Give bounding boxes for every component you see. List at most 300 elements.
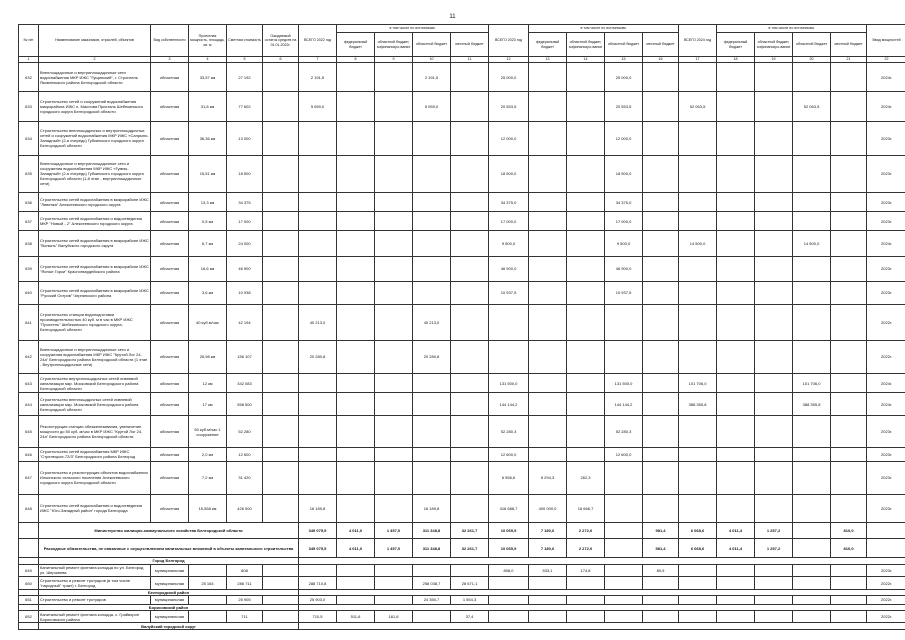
cell-rc23 — [567, 610, 605, 623]
cell-l22 — [451, 374, 489, 393]
cell-t22 — [299, 374, 337, 393]
cell-f22 — [337, 374, 375, 393]
column-number: 4 — [189, 57, 227, 63]
cell-rc22: 1 457,0 — [375, 522, 413, 539]
cell-cap: 26,98 км — [189, 340, 227, 374]
cell-f24: 4 011,4 — [717, 539, 755, 558]
cell-name: Строительство и ремонт тротуаров — [39, 596, 151, 604]
cell-t22 — [299, 447, 337, 461]
cell-rc22 — [375, 393, 413, 416]
cell-r23: 12 000,0 — [605, 121, 643, 155]
cell-f22 — [337, 495, 375, 522]
cell-rem — [263, 447, 299, 461]
cell-own: областная — [151, 121, 189, 155]
cell-f22 — [337, 231, 375, 256]
cell-f24 — [717, 121, 755, 155]
header-capacity: Проектная мощность, площадь, кв. м — [189, 25, 227, 57]
cell-rc23 — [567, 212, 605, 231]
cell-n: 652 — [19, 610, 39, 623]
cell-l22: 37,4 — [451, 610, 489, 623]
cell-f22 — [337, 461, 375, 495]
cell-r22: 258 038,7 — [413, 577, 451, 590]
cell-rc23: 174,8 — [567, 564, 605, 577]
cell-f22 — [337, 281, 375, 304]
cell-t22 — [299, 212, 337, 231]
cell-cost: 24 000 — [227, 231, 263, 256]
cell-l23 — [643, 374, 679, 393]
cell-r22: 5 059,0 — [413, 92, 451, 121]
cell-f24 — [717, 596, 755, 604]
cell-r22 — [413, 610, 451, 623]
cell-r23: 131 500,0 — [605, 374, 643, 393]
cell-l24 — [831, 281, 867, 304]
cell-t23: 10 065,9 — [489, 539, 529, 558]
cell-f23 — [529, 212, 567, 231]
cell-yr: 2024г. — [867, 63, 905, 92]
cell-l22 — [451, 193, 489, 212]
cell-l23 — [643, 63, 679, 92]
header-cost: Сметная стоимость — [227, 25, 263, 57]
cell-name: Реконструкция станции обезжелезивания, увеличение мощности до 50 куб. м/час в МКР ИЖС "Крутой Лог 24, 24а" Белгородского района Белгородской области — [39, 416, 151, 448]
cell-t24: 52 063,5 — [679, 92, 717, 121]
table-row — [19, 610, 905, 623]
cell-t22 — [299, 155, 337, 193]
cell-l23 — [643, 121, 679, 155]
cell-t24 — [679, 461, 717, 495]
cell-r23: 25 000,0 — [605, 63, 643, 92]
cell-n: 633 — [19, 92, 39, 121]
column-number: 10 — [413, 57, 451, 63]
cell-cap: 6,7 км — [189, 231, 227, 256]
cell-cost: 711 — [227, 610, 263, 623]
cell-f23: 7 180,6 — [529, 522, 567, 539]
cell-t22 — [299, 564, 337, 577]
cell-l24 — [831, 461, 867, 495]
table-row — [19, 577, 905, 590]
header-by-source-2022: в том числе по источникам: — [337, 25, 489, 33]
cell-f23 — [529, 281, 567, 304]
cell-f22 — [337, 393, 375, 416]
cell-own: областная — [151, 461, 189, 495]
cell-t22 — [299, 193, 337, 212]
cell-l23: 981,4 — [643, 522, 679, 539]
cell-f23 — [529, 193, 567, 212]
cell-l24 — [831, 193, 867, 212]
cell-rem — [263, 193, 299, 212]
cell-n: 638 — [19, 231, 39, 256]
cell-r23: 52 280,3 — [605, 416, 643, 448]
cell-r24: 52 063,5 — [793, 92, 831, 121]
cell-own: областная — [151, 340, 189, 374]
cell-t22: 40 213,0 — [299, 304, 337, 340]
cell-t23: 9 500,0 — [489, 231, 529, 256]
cell-rc24 — [755, 374, 793, 393]
cell-name: Строительство станции водоподготовки производительностью 40 куб. м в час в МКР ИЖС "Пристень" Шебекинского городского округа, Белгородской области — [39, 304, 151, 340]
cell-name: Капитальный ремонт фонтана колодца, с. Грайворон Борисовского района — [39, 610, 151, 623]
cell-rc24 — [755, 256, 793, 281]
cell-f24 — [717, 577, 755, 590]
table-row — [19, 495, 905, 522]
cell-f24 — [717, 416, 755, 448]
cell-cost: 342 083 — [227, 374, 263, 393]
cell-rc22 — [375, 340, 413, 374]
cell-rc23 — [567, 596, 605, 604]
cell-l22 — [451, 393, 489, 416]
cell-l23 — [643, 231, 679, 256]
cell-f24 — [717, 564, 755, 577]
cell-r22: 40 213,0 — [413, 304, 451, 340]
column-number: 6 — [263, 57, 299, 63]
cell-rc22 — [375, 281, 413, 304]
cell-t24 — [679, 281, 717, 304]
cell-n: 636 — [19, 193, 39, 212]
cell-l22: 1 554,3 — [451, 596, 489, 604]
group-title: Белгородский район — [39, 589, 299, 595]
cell-l22 — [451, 256, 489, 281]
cell-f24 — [717, 193, 755, 212]
cell-rc23 — [567, 281, 605, 304]
cell-f23 — [529, 92, 567, 121]
cell-cap: 36,36 км — [189, 121, 227, 155]
cell-l22: 28 671,1 — [451, 577, 489, 590]
cell-own: областная — [151, 193, 189, 212]
cell-l22 — [451, 461, 489, 495]
header-local: местный бюджет — [451, 33, 489, 57]
cell-yr: 2023г. — [867, 447, 905, 461]
cell-f22 — [337, 416, 375, 448]
cell-f24 — [717, 461, 755, 495]
cell-r22: 16 189,8 — [413, 495, 451, 522]
cell-f24 — [717, 393, 755, 416]
cell-cap: 50 куб.м/час 1 сооружение — [189, 416, 227, 448]
cell-n: 646 — [19, 447, 39, 461]
cell-t22: 25 903,0 — [299, 596, 337, 604]
cell-l23 — [643, 610, 679, 623]
cell-l24: 810,0 — [831, 522, 867, 539]
column-number: 2 — [39, 57, 151, 63]
cell-r24 — [793, 155, 831, 193]
cell-t24 — [679, 564, 717, 577]
cell-r24 — [793, 596, 831, 604]
cell-f23: 7 180,6 — [529, 539, 567, 558]
cell-t22 — [299, 231, 337, 256]
cell-rc24 — [755, 577, 793, 590]
cell-l23 — [643, 340, 679, 374]
cell-name: Внеплощадочные и внутриплощадочные сети водоснабжения МКР ИЖС "Гущинский", г. Строитель Яковлевского района Белгородской области — [39, 63, 151, 92]
cell-rc22 — [375, 564, 413, 577]
cell-l24 — [831, 92, 867, 121]
cell-l22 — [451, 155, 489, 193]
cell-t22: 20 280,8 — [299, 340, 337, 374]
cell-name: Строительство сетей водоснабжения МКР ИЖС "Стрелецкое-72/3" Белгородского района Белгород — [39, 447, 151, 461]
cell-r22 — [413, 374, 451, 393]
cell-l24 — [831, 495, 867, 522]
cell-yr: 2024г. — [867, 92, 905, 121]
cell-r23: 12 600,0 — [605, 447, 643, 461]
cell-rem — [263, 610, 299, 623]
cell-l24: 810,0 — [831, 539, 867, 558]
cell-f22 — [337, 564, 375, 577]
cell-cap — [189, 610, 227, 623]
cell-cap: 3,6 км — [189, 281, 227, 304]
cell-f23 — [529, 610, 567, 623]
cell-l23 — [643, 281, 679, 304]
cell-r22 — [413, 193, 451, 212]
cell-name: Строительство и реконструкция объектов водоснабжения Ильинского сельского поселения Алексеевского городского округа Белгородской области — [39, 461, 151, 495]
cell-yr: 2022г. — [867, 596, 905, 604]
cell-own: муниципальная — [151, 596, 189, 604]
cell-rc24 — [755, 281, 793, 304]
cell-rc23: 2 272,0 — [567, 539, 605, 558]
cell-t23: 6 556,6 — [489, 461, 529, 495]
cell-rem — [263, 281, 299, 304]
cell-f22 — [337, 340, 375, 374]
cell-cost: 13 000 — [227, 121, 263, 155]
cell-own: муниципальная — [151, 610, 189, 623]
cell-l22 — [451, 63, 489, 92]
cell-cap: 31,8 км — [189, 92, 227, 121]
cell-r23 — [605, 610, 643, 623]
cell-r22 — [413, 231, 451, 256]
cell-yr: 2023г. — [867, 495, 905, 522]
cell-t24 — [679, 447, 717, 461]
cell-rc22: 1 457,0 — [375, 539, 413, 558]
cell-l22 — [451, 212, 489, 231]
cell-l22: 32 261,7 — [451, 539, 489, 558]
cell-rc24 — [755, 155, 793, 193]
cell-cost: 46 900 — [227, 256, 263, 281]
cell-name: Строительство сетей водоснабжения и водоотведения ИЖС "Юго-Западный район" города Белгорода — [39, 495, 151, 522]
cell-r22 — [413, 256, 451, 281]
cell-l22 — [451, 416, 489, 448]
cell-rem — [263, 63, 299, 92]
cell-rem — [263, 340, 299, 374]
cell-cost: 52 280 — [227, 416, 263, 448]
cell-f24 — [717, 231, 755, 256]
cell-l22 — [451, 564, 489, 577]
cell-name: Строительство и ремонт тротуаров (в том числе "народный" тракт) г. Белгород — [39, 577, 151, 590]
cell-f22 — [337, 447, 375, 461]
cell-own: областная — [151, 447, 189, 461]
cell-rc24 — [755, 447, 793, 461]
table-row — [19, 193, 905, 212]
cell-own: областная — [151, 281, 189, 304]
cell-rem — [263, 596, 299, 604]
cell-rc23 — [567, 256, 605, 281]
cell-f23 — [529, 393, 567, 416]
column-number: 9 — [375, 57, 413, 63]
cell-l24 — [831, 596, 867, 604]
cell-name: Строительство сетей и сооружений водоснабжения микрорайона ИЖС п. Маслова Пристань Шебекинского городского округа Белгородской области — [39, 92, 151, 121]
cell-rc24 — [755, 596, 793, 604]
cell-t24 — [679, 610, 717, 623]
table-row — [19, 374, 905, 393]
cell-rc24 — [755, 212, 793, 231]
cell-own: областная — [151, 495, 189, 522]
cell-f23: 6 294,3 — [529, 461, 567, 495]
cell-n: 648 — [19, 495, 39, 522]
cell-name: Строительство сетей водоснабжения в микрорайоне ИЖС "Ливенка" Алексеевского городского округа — [39, 193, 151, 212]
cell-yr: 2022г. — [867, 577, 905, 590]
group-title: Валуйский городской округ — [39, 623, 299, 630]
group-header-row — [19, 623, 905, 630]
cell-rem — [263, 92, 299, 121]
cell-l23 — [643, 212, 679, 231]
cell-t23 — [489, 304, 529, 340]
cell-r22 — [413, 447, 451, 461]
cell-rem — [263, 577, 299, 590]
table-row — [19, 564, 905, 577]
cell-f22: 511,6 — [337, 610, 375, 623]
cell-t23: 34 375,0 — [489, 193, 529, 212]
cell-n: 650 — [19, 577, 39, 590]
cell-t23: 18 500,0 — [489, 155, 529, 193]
cell-t24: 101 706,0 — [679, 374, 717, 393]
cell-f23 — [529, 340, 567, 374]
cell-t23: 25 000,0 — [489, 63, 529, 92]
cell-rc23: 262,3 — [567, 461, 605, 495]
cell-rc23: 16 666,7 — [567, 495, 605, 522]
cell-n: 643 — [19, 374, 39, 393]
cell-rc22 — [375, 121, 413, 155]
cell-f24 — [717, 92, 755, 121]
cell-r23: 10 937,5 — [605, 281, 643, 304]
cell-r24 — [793, 539, 831, 558]
cell-l23 — [643, 193, 679, 212]
cell-rc22 — [375, 231, 413, 256]
cell-rc24: 1 257,2 — [755, 539, 793, 558]
cell-own: областная — [151, 231, 189, 256]
cell-f24 — [717, 495, 755, 522]
cell-l23: 581,4 — [643, 539, 679, 558]
cell-r23: 34 375,0 — [605, 193, 643, 212]
cell-f23 — [529, 121, 567, 155]
cell-f23 — [529, 374, 567, 393]
table-row — [19, 393, 905, 416]
cell-cost: 808 — [227, 564, 263, 577]
cell-cost: 286 711 — [227, 577, 263, 590]
cell-rc23 — [567, 92, 605, 121]
cell-n: 644 — [19, 393, 39, 416]
cell-yr: 2022г. — [867, 304, 905, 340]
cell-t22 — [299, 121, 337, 155]
header-regional: областной бюджет — [793, 33, 831, 57]
cell-rc24 — [755, 416, 793, 448]
cell-f23 — [529, 416, 567, 448]
cell-cap: 0,5 км — [189, 212, 227, 231]
cell-r23: 17 000,0 — [605, 212, 643, 231]
cell-r23 — [605, 522, 643, 539]
cell-rc22 — [375, 447, 413, 461]
cell-l22 — [451, 281, 489, 304]
cell-l22 — [451, 495, 489, 522]
cell-rem — [263, 212, 299, 231]
cell-own: областная — [151, 304, 189, 340]
cell-f23 — [529, 231, 567, 256]
cell-t24 — [679, 495, 717, 522]
cell-yr: 2023г. — [867, 256, 905, 281]
column-number: 16 — [643, 57, 679, 63]
cell-rc22 — [375, 193, 413, 212]
cell-l23: 80,9 — [643, 564, 679, 577]
cell-rc23 — [567, 374, 605, 393]
cell-rc23: 2 272,0 — [567, 522, 605, 539]
cell-f24 — [717, 304, 755, 340]
cell-r23 — [605, 564, 643, 577]
cell-rc24 — [755, 564, 793, 577]
cell-t22: 349 075,5 — [299, 522, 337, 539]
cell-r22: 24 350,7 — [413, 596, 451, 604]
header-name: Наименование заказчиков, отраслей, объектов — [39, 25, 151, 57]
cell-f23 — [529, 596, 567, 604]
cell-f24 — [717, 374, 755, 393]
cell-f24 — [717, 256, 755, 281]
cell-f23 — [529, 63, 567, 92]
cell-f23 — [529, 304, 567, 340]
cell-r24 — [793, 281, 831, 304]
cell-t23: 144 144,2 — [489, 393, 529, 416]
column-number: 7 — [299, 57, 337, 63]
cell-r23 — [605, 304, 643, 340]
cell-l24 — [831, 447, 867, 461]
table-row — [19, 304, 905, 340]
cell-cap: 15,51 км — [189, 155, 227, 193]
cell-r23: 18 500,0 — [605, 155, 643, 193]
cell-yr: 2022г. — [867, 610, 905, 623]
cell-f22: 4 011,0 — [337, 539, 375, 558]
cell-rem — [263, 393, 299, 416]
cell-cost: 42 194 — [227, 304, 263, 340]
cell-r22: 20 280,8 — [413, 340, 451, 374]
cell-n: 645 — [19, 416, 39, 448]
header-regional-cofin: областной бюджет, софинансиро-вание — [567, 33, 605, 57]
column-number: 3 — [151, 57, 189, 63]
cell-r23: 46 900,0 — [605, 256, 643, 281]
cell-rc23 — [567, 193, 605, 212]
cell-r22: 311 348,8 — [413, 522, 451, 539]
cell-n: 649 — [19, 564, 39, 577]
table-row — [19, 256, 905, 281]
cell-yr: 2024г. — [867, 393, 905, 416]
cell-name: Внеплощадочные и внутриплощадочные сети и сооружения водоснабжения МКР ИЖС "Крутой Лог 24, 24а" Белгородского района Белгородской области (1 этап - Внутриплощадочные сети) — [39, 340, 151, 374]
cell-cap: 25 164 — [189, 577, 227, 590]
cell-name: Строительство внеплощадочных и внутриплощадочных сетей и сооружений водоснабжения МКР ИЖС «Сапрыно-Западный» (2-я очередь) Губкинского городского округа Белгородской области — [39, 121, 151, 155]
cell-f24 — [717, 447, 755, 461]
cell-rc22 — [375, 374, 413, 393]
header-total-2023: ВСЕГО 2023 год — [489, 25, 529, 57]
header-local: местный бюджет — [643, 33, 679, 57]
cell-t23: 52 280,3 — [489, 416, 529, 448]
cell-rc22 — [375, 577, 413, 590]
cell-r23 — [605, 461, 643, 495]
cell-r24: 101 706,0 — [793, 374, 831, 393]
cell-r22 — [413, 564, 451, 577]
cell-r24 — [793, 564, 831, 577]
column-number: 1 — [19, 57, 39, 63]
header-ownership: Вид собственности — [151, 25, 189, 57]
cell-n: 634 — [19, 121, 39, 155]
cell-r23 — [605, 577, 643, 590]
header-total-2022: ВСЕГО 2022 год — [299, 25, 337, 57]
table-row — [19, 340, 905, 374]
cell-yr: 2023г. — [867, 193, 905, 212]
cell-t24 — [679, 577, 717, 590]
cell-r24 — [793, 577, 831, 590]
cell-l23 — [643, 304, 679, 340]
cell-l23 — [643, 495, 679, 522]
summary-row — [19, 539, 905, 558]
cell-r22 — [413, 461, 451, 495]
